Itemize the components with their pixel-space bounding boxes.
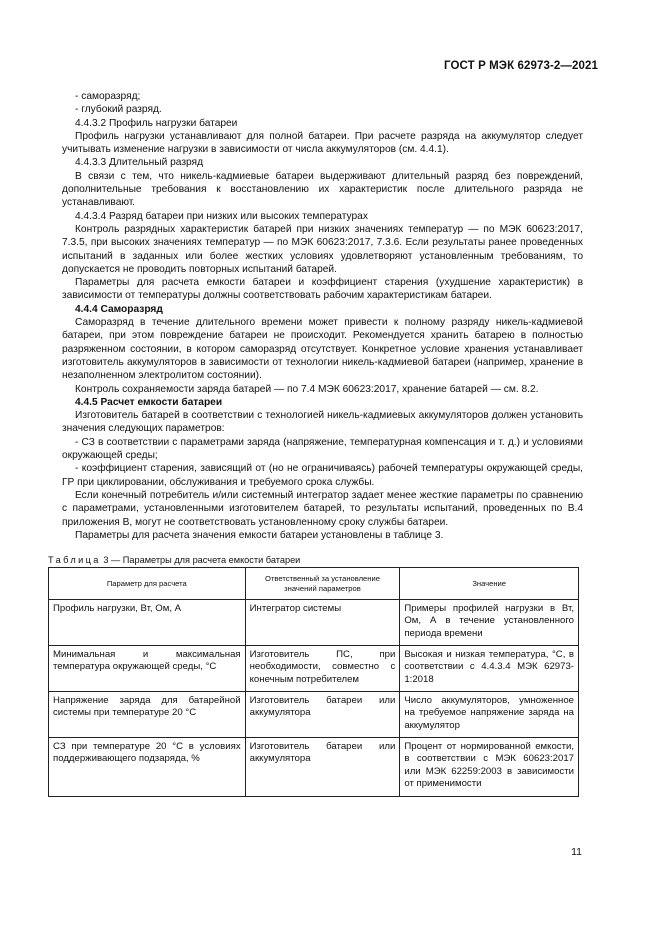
table-row bbox=[49, 738, 579, 797]
table-cell: Изготовитель батареи или аккумулятора bbox=[245, 738, 400, 797]
table-row bbox=[49, 692, 579, 738]
parameters-table bbox=[48, 567, 579, 797]
table-cell: Изготовитель батареи или аккумулятора bbox=[245, 692, 400, 738]
table-cell: Примеры профилей нагрузки в Вт, Ом, А в течение установленного периода времени bbox=[400, 600, 579, 646]
paragraph: Параметры для расчета емкости батареи и коэффициент старения (ухудшение характеристик) в зависимости от температуры должны соответствовать рабочим характеристикам батареи. bbox=[62, 277, 583, 302]
subsection-heading: 4.4.3.3 Длительный разряд bbox=[75, 157, 204, 169]
subsection-heading: 4.4.3.4 Разряд батареи при низких или высоких температурах bbox=[75, 210, 368, 222]
paragraph: Профиль нагрузки устанавливают для полной батареи. При расчете разряда на аккумулятор следует учитывать изменение нагрузки в зависимости от числа аккумуляторов (см. 4.4.1). bbox=[62, 130, 583, 156]
table-cell: Напряжение заряда для батарейной системы при температуре 20 °С bbox=[49, 692, 246, 738]
table-cell: Изготовитель ПС, при необходимости, совместно с конечным потребителем bbox=[245, 646, 400, 692]
table-cell: Интегратор системы bbox=[245, 600, 400, 646]
table-caption bbox=[48, 555, 300, 565]
table-row bbox=[49, 600, 579, 646]
paragraph: Если конечный потребитель и/или системный интегратор задает менее жесткие параметры по сравнению с параметрами, установленными изготовителем батарей, то результаты испытаний, проведенных по В.4 приложения В, могут не соответствовать установленному сроку службы батареи. bbox=[62, 489, 583, 528]
subsection-heading: 4.4.3.2 Профиль нагрузки батареи bbox=[75, 117, 238, 129]
column-header: Значение bbox=[400, 568, 579, 600]
table-cell: Число аккумуляторов, умноженное на требуемое напряжение заряда на аккумулятор bbox=[400, 692, 579, 738]
paragraph: В связи с тем, что никель-кадмиевые батареи выдерживают длительный разряд без повреждений, дополнительные требования к восстановлению их характеристик после длительного разряда не устанавливают. bbox=[62, 170, 583, 209]
standard-header: ГОСТ Р МЭК 62973-2—2021 bbox=[444, 60, 598, 72]
document-body bbox=[62, 90, 583, 542]
list-item: - саморазряд; bbox=[75, 91, 141, 102]
table-cell: Высокая и низкая температура, °С, в соответствии с 4.4.3.4 МЭК 62973-1:2018 bbox=[400, 646, 579, 692]
table-cell: СЗ при температуре 20 °С в условиях поддерживающего подзаряда, % bbox=[49, 738, 246, 797]
table-row bbox=[49, 646, 579, 692]
table-cell: Процент от нормированной емкости, в соответствии с МЭК 60623:2017 или МЭК 62259:2003 в зависимости от применимости bbox=[400, 738, 579, 797]
table-caption-label: Таблица bbox=[48, 555, 101, 565]
table-cell: Профиль нагрузки, Вт, Ом, А bbox=[49, 600, 246, 646]
paragraph: Контроль сохраняемости заряда батарей — по 7.4 МЭК 60623:2017, хранение батарей — см. 8.2. bbox=[75, 383, 539, 395]
list-item: - СЗ в соответствии с параметрами заряда (напряжение, температурная компенсация и т. д.) и условиями окружающей среды; bbox=[62, 436, 583, 462]
table-header-row bbox=[49, 568, 579, 600]
paragraph: Параметры для расчета значения емкости батареи установлены в таблице 3. bbox=[75, 529, 444, 541]
column-header: Параметр для расчета bbox=[49, 568, 246, 600]
table-caption-text: 3 — Параметры для расчета емкости батареи bbox=[103, 555, 301, 565]
table-cell: Минимальная и максимальная температура окружающей среды, °С bbox=[49, 646, 246, 692]
list-item: - коэффициент старения, зависящий от (но не ограничиваясь) рабочей температуры окружающей среды, ГР при циклировании, обслуживания и требуемого срока службы. bbox=[62, 463, 583, 488]
paragraph: Контроль разрядных характеристик батарей при низких значениях температур — по МЭК 60623:2017, 7.3.5, при высоких значениях температур — по МЭК 60623:2017, 7.3.6. Если результаты ранее проведенных испытаний в заданных или более жестких условиях удовлетворяют установленным требованиям, то допускается не проводить повторных испытаний батарей. bbox=[62, 223, 583, 275]
paragraph: Изготовитель батарей в соответствии с технологией никель-кадмиевых аккумуляторов должен установить значения следующих параметров: bbox=[62, 410, 583, 435]
section-heading: 4.4.5 Расчет емкости батареи bbox=[75, 396, 223, 408]
column-header: Ответственный за установление значений параметров bbox=[245, 568, 400, 600]
page-number: 11 bbox=[571, 846, 582, 858]
list-item: - глубокий разряд. bbox=[75, 104, 162, 116]
paragraph: Саморазряд в течение длительного времени может привести к полному разряду никель-кадмиевой батареи, при этом повреждение батареи не происходит. Рекомендуется хранить батарею в полностью разряженном состоянии, в котором саморазряд отсутствует. Конкретное условие хранения устанавливает изготовитель аккумуляторов в зависимости от технологии никель-кадмиевой батареи (например, хранение в незаполненном электролитом состоянии). bbox=[62, 317, 583, 382]
section-heading: 4.4.4 Саморазряд bbox=[75, 303, 163, 315]
